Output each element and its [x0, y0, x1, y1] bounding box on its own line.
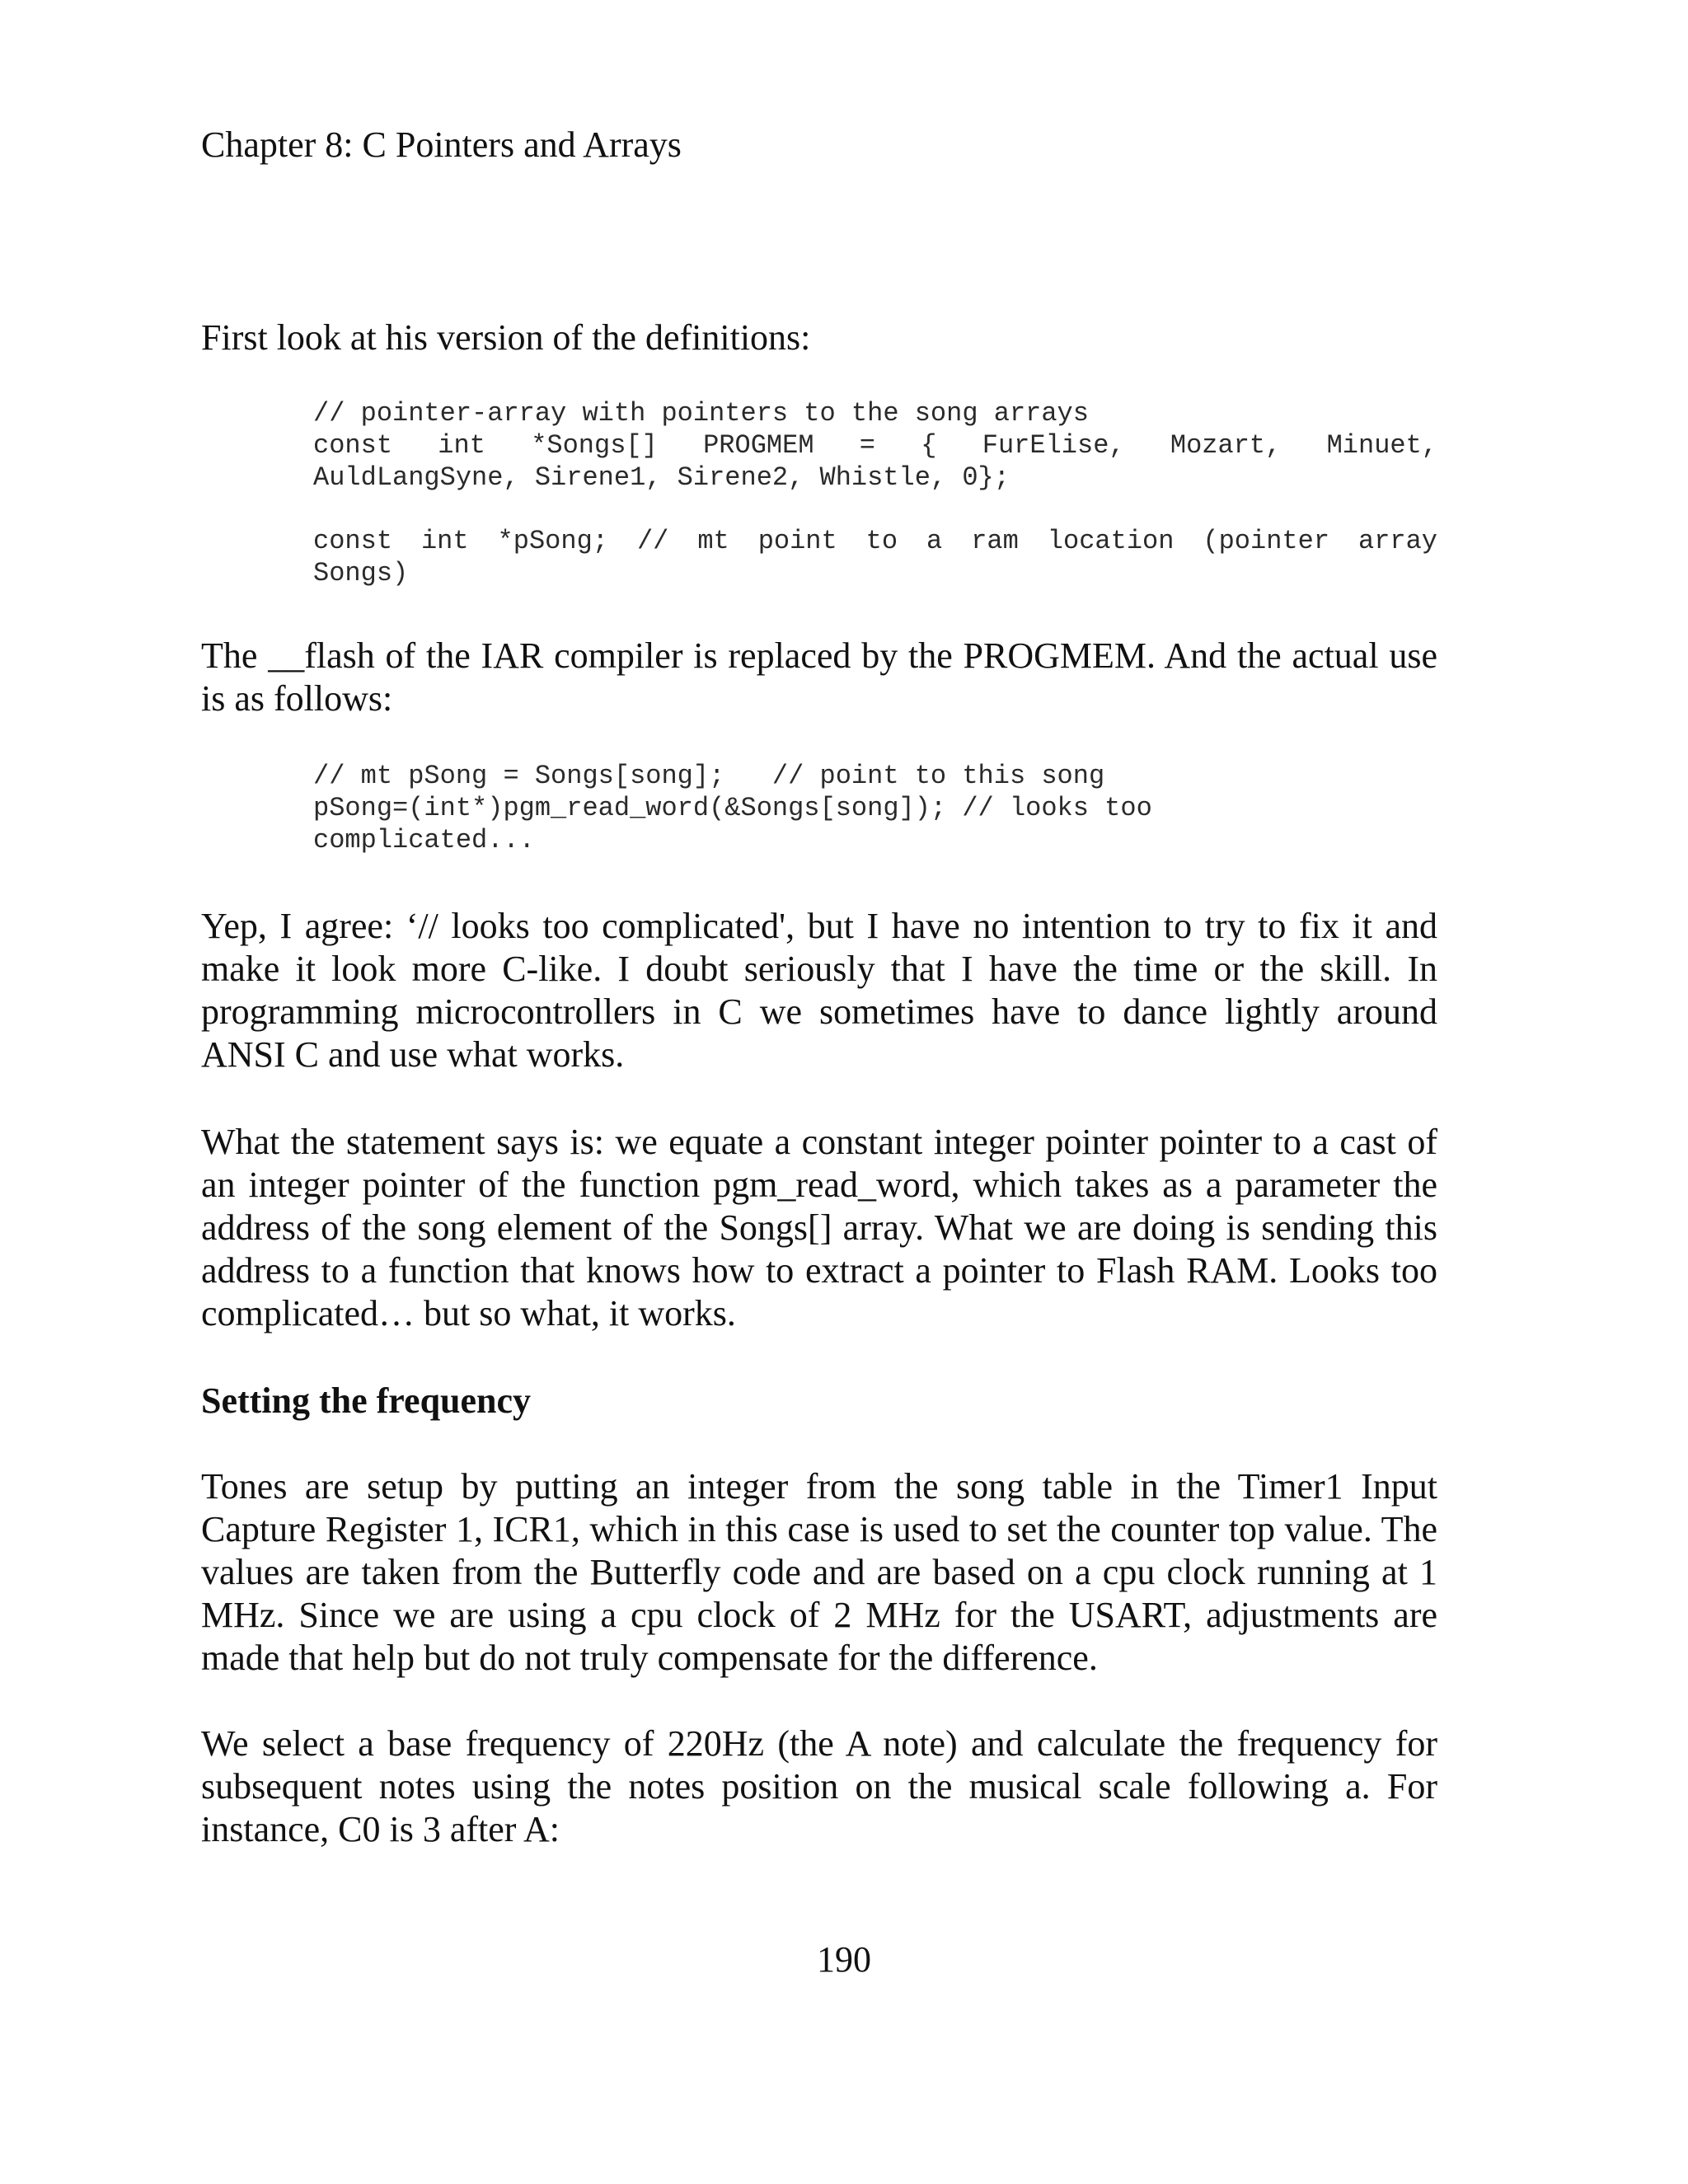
code-block-psong	[313, 525, 1437, 589]
code-usage-line-3: complicated...	[313, 825, 535, 855]
code-comment-line: // pointer-array with pointers to the song arrays	[313, 398, 1089, 429]
paragraph-agree: Yep, I agree: ‘// looks too complicated', but I have no intention to try to fix it and make it look more C-like. I doubt seriously that I have the time or the skill. In programming microcontrollers in C we sometimes have to dance lightly around ANSI C and use what works.	[201, 906, 1437, 1075]
code-block-definitions	[313, 397, 1437, 494]
paragraph-base-frequency: We select a base frequency of 220Hz (the A note) and calculate the frequency for subsequent notes using the notes position on the musical scale following a. For instance, C0 is 3 after A:	[201, 1723, 1437, 1849]
code-songs-continuation: AuldLangSyne, Sirene1, Sirene2, Whistle, 0};	[313, 462, 1010, 493]
code-usage-line-1: // mt pSong = Songs[song]; // point to this song	[313, 761, 1105, 791]
paragraph-intro: First look at his version of the definitions:	[201, 317, 811, 358]
code-psong-continuation: Songs)	[313, 558, 409, 588]
code-block-usage	[313, 760, 1437, 856]
section-heading: Setting the frequency	[201, 1380, 532, 1421]
code-psong-declaration: const int *pSong; // mt point to a ram location (pointer array	[313, 526, 1437, 556]
chapter-header: Chapter 8: C Pointers and Arrays	[201, 124, 682, 165]
paragraph-flash: The __flash of the IAR compiler is replaced by the PROGMEM. And the actual use is as follows:	[201, 635, 1437, 719]
page-number: 190	[817, 1939, 871, 1980]
code-usage-line-2: pSong=(int*)pgm_read_word(&Songs[song]); // looks too	[313, 793, 1152, 823]
paragraph-statement: What the statement says is: we equate a constant integer pointer pointer to a cast of an integer pointer of the function pgm_read_word, which takes as a parameter the address of the song element of the Songs[] array. What we are doing is sending this address to a function that knows how to extract a pointer to Flash RAM. Looks too complicated… but so what, it works.	[201, 1122, 1437, 1333]
paragraph-tones: Tones are setup by putting an integer from the song table in the Timer1 Input Capture Register 1, ICR1, which in this case is used to set the counter top value. The values are taken from the Butterfly code and are based on a cpu clock running at 1 MHz. Since we are using a cpu clock of 2 MHz for the USART, adjustments are made that help but do not truly compensate for the difference.	[201, 1466, 1437, 1678]
code-songs-declaration: const int *Songs[] PROGMEM = { FurElise, Mozart, Minuet,	[313, 430, 1437, 461]
